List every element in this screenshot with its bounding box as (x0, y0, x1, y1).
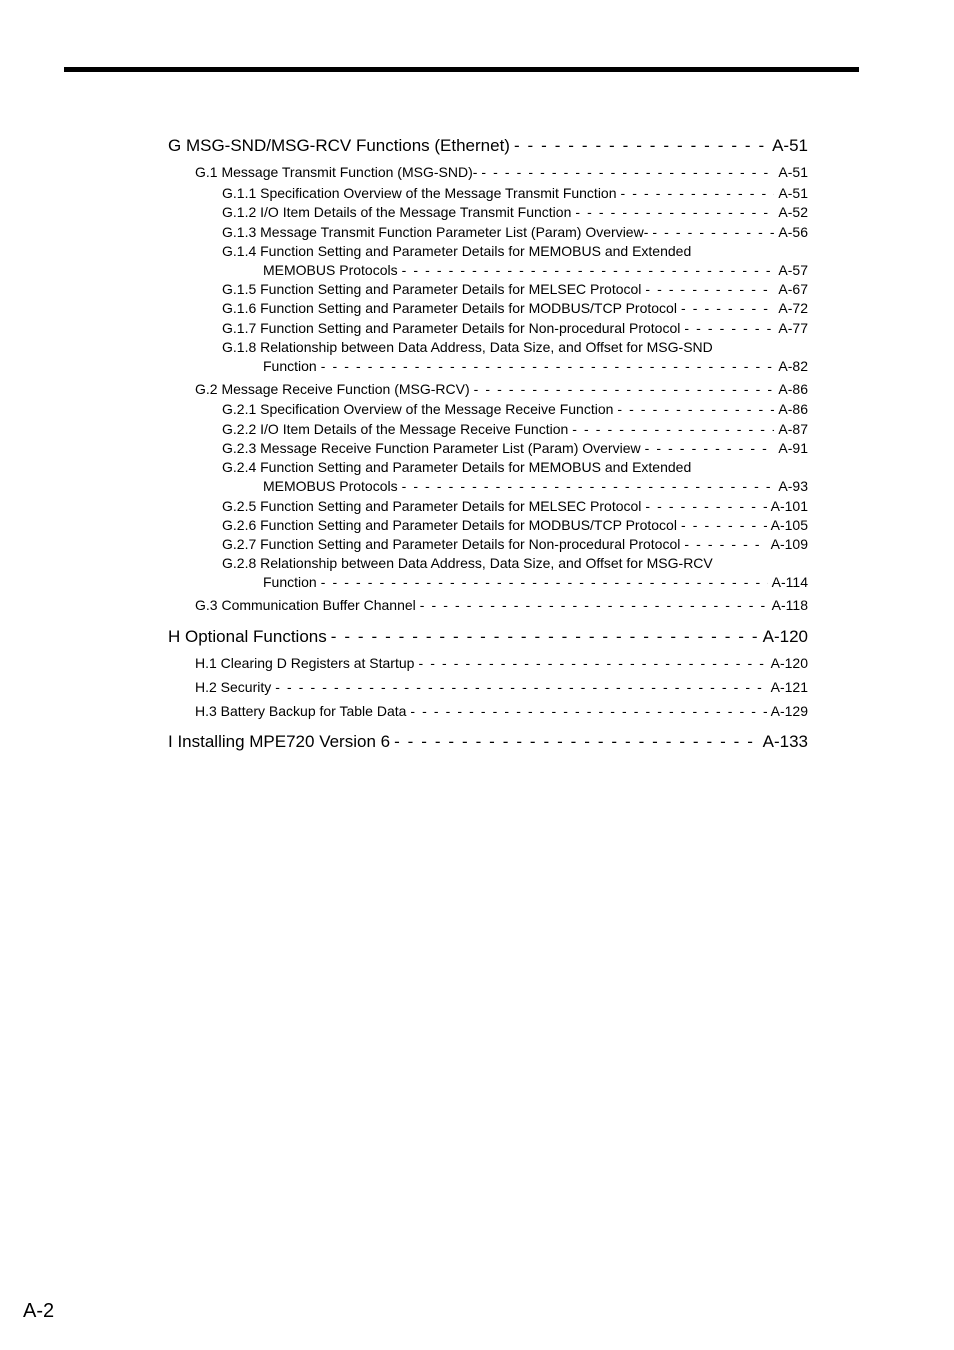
toc-page: A-51 (778, 185, 808, 201)
toc-label: G.1.7 Function Setting and Parameter Details for Non-procedural Protocol (222, 320, 681, 336)
toc-label: G MSG-SND/MSG-RCV Functions (Ethernet) (168, 136, 510, 155)
toc-page: A-93 (778, 478, 808, 494)
toc-label: G.2.2 I/O Item Details of the Message Receive Function (222, 421, 569, 437)
toc-page: A-51 (772, 136, 808, 155)
leader-dots (474, 381, 775, 397)
toc-entry-g1-5[interactable] (222, 281, 808, 297)
toc-entry-h3[interactable] (195, 703, 808, 719)
toc-label: G.1 Message Transmit Function (MSG-SND)- (195, 164, 478, 180)
leader-dots (681, 517, 767, 533)
toc-label: Function (263, 358, 317, 374)
toc-entry-g1-8-line1[interactable]: G.1.8 Relationship between Data Address, Data Size, and Offset for MSG-SND (222, 339, 713, 355)
toc-page: A-51 (778, 164, 808, 180)
leader-dots (321, 574, 768, 590)
toc-entry-g1-8[interactable] (222, 358, 808, 374)
toc-entry-g2-4[interactable] (222, 478, 808, 494)
toc-label: G.2 Message Receive Function (MSG-RCV) (195, 381, 470, 397)
toc-label: G.1.1 Specification Overview of the Message Transmit Function (222, 185, 617, 201)
toc-page: A-82 (778, 358, 808, 374)
toc-label: MEMOBUS Protocols (263, 262, 398, 278)
toc-entry-h1[interactable] (195, 655, 808, 671)
toc-label: H Optional Functions (168, 627, 327, 646)
leader-dots (481, 164, 774, 180)
leader-dots (402, 262, 775, 278)
leader-dots (394, 732, 759, 752)
leader-dots (275, 679, 766, 695)
leader-dots (410, 703, 766, 719)
toc-page: A-52 (778, 204, 808, 220)
toc-entry-g1-4[interactable] (222, 262, 808, 278)
leader-dots (418, 655, 766, 671)
toc-label: G.2.6 Function Setting and Parameter Details for MODBUS/TCP Protocol (222, 517, 677, 533)
toc-entry-g1-6[interactable] (222, 300, 808, 316)
toc-page: A-86 (778, 381, 808, 397)
leader-dots (514, 136, 768, 156)
toc-page: A-91 (778, 440, 808, 456)
leader-dots (321, 358, 775, 374)
leader-dots (402, 478, 775, 494)
toc-label: I Installing MPE720 Version 6 (168, 732, 391, 751)
leader-dots (575, 204, 774, 220)
toc-entry-g2[interactable] (195, 381, 808, 397)
toc-entry-g2-7[interactable] (222, 536, 808, 552)
toc-entry-g[interactable] (168, 136, 808, 156)
leader-dots (331, 627, 759, 647)
toc-page: A-120 (770, 655, 808, 671)
toc-entry-g2-8-line1[interactable]: G.2.8 Relationship between Data Address, Data Size, and Offset for MSG-RCV (222, 555, 713, 571)
toc-entry-g1-4-line1[interactable]: G.1.4 Function Setting and Parameter Details for MEMOBUS and Extended (222, 243, 692, 259)
toc-label: H.3 Battery Backup for Table Data (195, 703, 407, 719)
toc-page: A-86 (778, 401, 808, 417)
toc-entry-h[interactable] (168, 627, 808, 647)
toc-label: G.2.7 Function Setting and Parameter Details for Non-procedural Protocol (222, 536, 681, 552)
leader-dots (684, 320, 774, 336)
toc-page: A-77 (778, 320, 808, 336)
toc-page: A-114 (771, 574, 808, 590)
toc-entry-g2-8[interactable] (222, 574, 808, 590)
toc-page: A-56 (778, 224, 808, 240)
toc-page: A-109 (770, 536, 808, 552)
toc-label: H.2 Security (195, 679, 272, 695)
toc-entry-g2-2[interactable] (222, 421, 808, 437)
toc-page: A-120 (762, 627, 808, 646)
toc-entry-g2-5[interactable] (222, 498, 808, 514)
toc-page: A-121 (770, 679, 808, 695)
toc-label: G.1.6 Function Setting and Parameter Details for MODBUS/TCP Protocol (222, 300, 677, 316)
toc-label: G.3 Communication Buffer Channel (195, 597, 416, 613)
leader-dots (645, 440, 775, 456)
toc-entry-g2-1[interactable] (222, 401, 808, 417)
leader-dots (652, 224, 774, 240)
page-number: A-2 (23, 1300, 55, 1322)
toc-entry-g1[interactable] (195, 164, 808, 180)
toc-label: MEMOBUS Protocols (263, 478, 398, 494)
toc-entry-g2-6[interactable] (222, 517, 808, 533)
toc-page: A-87 (778, 421, 808, 437)
leader-dots (617, 401, 774, 417)
toc-entry-g1-1[interactable] (222, 185, 808, 201)
toc-entry-g1-7[interactable] (222, 320, 808, 336)
toc-page: A-133 (762, 732, 808, 751)
toc-label: G.1.3 Message Transmit Function Parameter List (Param) Overview- (222, 224, 649, 240)
toc-page: A-129 (770, 703, 808, 719)
leader-dots (420, 597, 768, 613)
toc-entry-g2-3[interactable] (222, 440, 808, 456)
toc-label: Function (263, 574, 317, 590)
toc-entry-g1-3[interactable] (222, 224, 808, 240)
toc-label: G.1.2 I/O Item Details of the Message Transmit Function (222, 204, 572, 220)
toc-label: G.1.5 Function Setting and Parameter Details for MELSEC Protocol (222, 281, 642, 297)
leader-dots (681, 300, 774, 316)
toc-label: H.1 Clearing D Registers at Startup (195, 655, 415, 671)
leader-dots (645, 498, 766, 514)
toc-label: G.2.5 Function Setting and Parameter Details for MELSEC Protocol (222, 498, 642, 514)
toc-page: A-101 (770, 498, 808, 514)
toc-entry-i[interactable] (168, 732, 808, 752)
toc-page: A-105 (770, 517, 808, 533)
toc-page: A-72 (778, 300, 808, 316)
toc-label: G.2.3 Message Receive Function Parameter List (Param) Overview (222, 440, 641, 456)
leader-dots (621, 185, 775, 201)
toc-entry-g1-2[interactable] (222, 204, 808, 220)
header-rule (64, 67, 859, 72)
leader-dots (645, 281, 774, 297)
toc-label: G.2.1 Specification Overview of the Message Receive Function (222, 401, 614, 417)
leader-dots (572, 421, 774, 437)
toc-page: A-57 (778, 262, 808, 278)
toc-page: A-67 (778, 281, 808, 297)
toc-page: A-118 (771, 597, 808, 613)
toc-entry-g2-4-line1[interactable]: G.2.4 Function Setting and Parameter Details for MEMOBUS and Extended (222, 459, 692, 475)
toc-entry-h2[interactable] (195, 679, 808, 695)
leader-dots (684, 536, 766, 552)
toc-entry-g3[interactable] (195, 597, 808, 613)
